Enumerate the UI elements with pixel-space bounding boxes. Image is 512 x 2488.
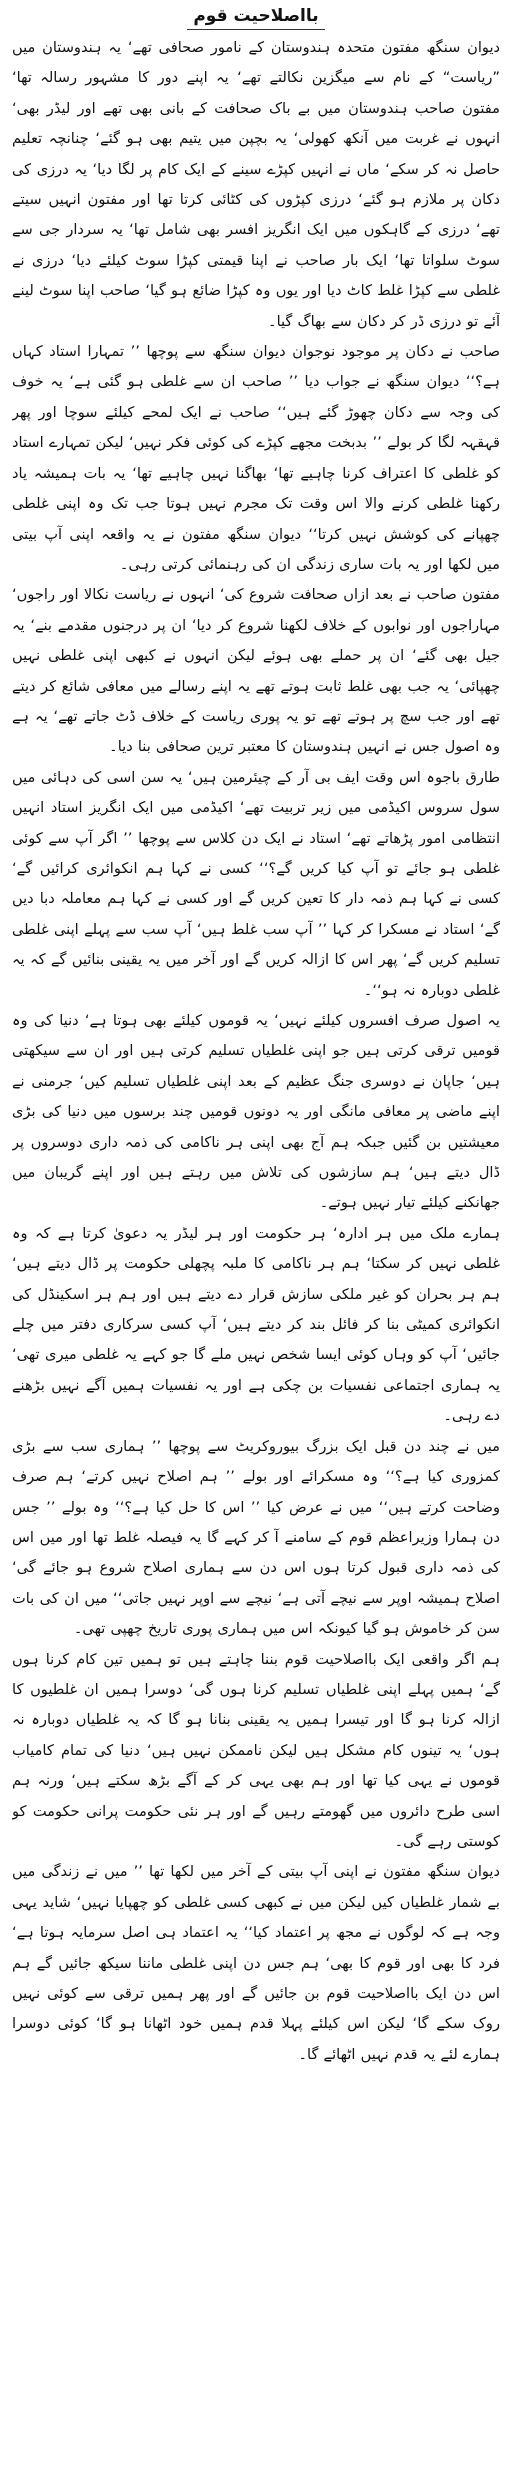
paragraph: مفتون صاحب نے بعد ازاں صحافت شروع کی‘ انہوں نے ریاست نکالا اور راجوں‘ مہاراجوں اور نوابوں کے خلاف لکھنا شروع کر دیا‘ ان پر درجنوں مقدمے بنے‘ یہ جیل بھی گئے‘ ان پر حملے بھی ہوئے لیکن انہوں نے کبھی اپنی غلطی نہیں چھپائی‘ یہ جب بھی غلط ثابت ہوتے تھے یہ اپنے رسالے میں معافی شائع کر دیتے تھے اور جب سچ پر ہوتے تھے تو یہ پوری ریاست کے خلاف ڈٹ جاتے تھے‘ یہ ہے وہ اصول جس نے انہیں ہندوستان کا معتبر ترین صحافی بنا دیا۔ [12,586,500,756]
paragraph: ہمارے ملک میں ہر ادارہ‘ ہر حکومت اور ہر لیڈر یہ دعویٰ کرتا ہے کہ وہ غلطی نہیں کر سکتا‘ ہم ہر ناکامی کا ملبہ پچھلی حکومت پر ڈال دیتے ہیں‘ ہم ہر بحران کو غیر ملکی سازش قرار دے دیتے ہیں اور ہم ہر اسکینڈل کی انکوائری کمیٹی بنا کر فائل بند کر دیتے ہیں‘ آپ کسی سرکاری دفتر میں چلے جائیں‘ آپ کو وہاں کوئی ایسا شخص نہیں ملے گا جو کہے یہ غلطی میری تھی‘ یہ ہماری اجتماعی نفسیات بن چکی ہے اور یہ نفسیات ہمیں آگے نہیں بڑھنے دے رہی۔ [12,1224,500,1425]
paragraph: دیوان سنگھ مفتون نے اپنی آپ بیتی کے آخر میں لکھا تھا ’’ میں نے زندگی میں بے شمار غلطیاں کیں لیکن میں نے کبھی کسی غلطی کو چھپایا نہیں‘ شاید یہی وجہ ہے کہ لوگوں نے مجھ پر اعتماد کیا‘‘ یہ اعتماد ہی اصل سرمایہ ہوتا ہے‘ فرد کا بھی اور قوم کا بھی‘ ہم جس دن اپنی غلطی ماننا سیکھ جائیں گے ہم اس دن ایک بااصلاحیت قوم بن جائیں گے اور پھر ہمیں ترقی سے کوئی نہیں روک سکے گا‘ لیکن اس کیلئے پہلا قدم ہمیں خود اٹھانا ہو گا‘ کوئی دوسرا ہمارے لئے یہ قدم نہیں اٹھائے گا۔ [12,1863,500,2063]
paragraph: یہ اصول صرف افسروں کیلئے نہیں‘ یہ قوموں کیلئے بھی ہوتا ہے‘ دنیا کی وہ قومیں ترقی کرتی ہیں جو اپنی غلطیاں تسلیم کرتی ہیں اور ان سے سیکھتی ہیں‘ جاپان نے دوسری جنگ عظیم کے بعد اپنی غلطیاں تسلیم کیں‘ جرمنی نے اپنے ماضی پر معافی مانگی اور یہ دونوں قومیں چند برسوں میں دنیا کی بڑی معیشتیں بن گئیں جبکہ ہم آج بھی اپنی ہر ناکامی کی ذمہ داری دوسروں پر ڈال دیتے ہیں‘ ہم سازشوں کی تلاش میں رہتے ہیں اور اپنے گریبان میں جھانکنے کیلئے تیار نہیں ہوتے۔ [12,1012,500,1212]
paragraph: صاحب نے دکان پر موجود نوجوان دیوان سنگھ سے پوچھا ’’ تمہارا استاد کہاں ہے؟‘‘ دیوان سنگھ نے جواب دیا ’’ صاحب ان سے غلطی ہو گئی ہے‘ یہ خوف کی وجہ سے دکان چھوڑ گئے ہیں‘‘ صاحب نے ایک لمحے کیلئے سوچا اور پھر قہقہہ لگا کر بولے ’’ بدبخت مجھے کپڑے کی کوئی فکر نہیں‘ لیکن تمہارے استاد کو غلطی کا اعتراف کرنا چاہیے تھا‘ بھاگنا نہیں چاہیے تھا‘ یہ بات ہمیشہ یاد رکھنا غلطی کرنے والا اس وقت تک مجرم نہیں ہوتا جب تک وہ اپنی غلطی چھپانے کی کوشش نہیں کرتا‘‘ دیوان سنگھ مفتون نے یہ واقعہ اپنی آپ بیتی میں لکھا اور یہ بات ساری زندگی ان کی رہنمائی کرتی رہی۔ [12,343,500,573]
article-body [12,33,500,2473]
article-title: بااصلاحیت قوم [187,4,324,30]
paragraph: میں نے چند دن قبل ایک بزرگ بیوروکریٹ سے پوچھا ’’ ہماری سب سے بڑی کمزوری کیا ہے؟‘‘ وہ مسکرائے اور بولے ’’ ہم اصلاح نہیں کرتے‘ ہم صرف وضاحت کرتے ہیں‘‘ میں نے عرض کیا ’’ اس کا حل کیا ہے؟‘‘ وہ بولے ’’ جس دن ہمارا وزیراعظم قوم کے سامنے آ کر کہے گا یہ فیصلہ غلط تھا اور میں اس کی ذمہ داری قبول کرتا ہوں اس دن سے ہماری اصلاح شروع ہو جائے گی‘ اصلاح ہمیشہ اوپر سے نیچے آتی ہے‘ نیچے سے اوپر نہیں جاتی‘‘ میں ان کی بات سن کر خاموش ہو گیا کیونکہ اس میں ہماری پوری تاریخ چھپی تھی۔ [12,1437,500,1638]
paragraph: طارق باجوہ اس وقت ایف بی آر کے چیئرمین ہیں‘ یہ سن اسی کی دہائی میں سول سروس اکیڈمی میں زیر تربیت تھے‘ اکیڈمی میں ایک انگریز استاد انہیں انتظامی امور پڑھاتے تھے‘ استاد نے ایک دن کلاس سے پوچھا ’’ اگر آپ سے کوئی غلطی ہو جائے تو آپ کیا کریں گے؟‘‘ کسی نے کہا ہم انکوائری کرائیں گے‘ کسی نے کہا ہم ذمہ دار کا تعین کریں گے اور کسی نے کہا ہم معاملہ دبا دیں گے‘ استاد نے مسکرا کر کہا ’’ آپ سب غلط ہیں‘ آپ سب سے پہلے اپنی غلطی تسلیم کریں گے‘ پھر اس کا ازالہ کریں گے اور آخر میں یہ یقینی بنائیں گے کہ یہ غلطی دوبارہ نہ ہو‘‘۔ [12,768,500,999]
paragraph: دیوان سنگھ مفتون متحدہ ہندوستان کے نامور صحافی تھے‘ یہ ہندوستان میں ”ریاست“ کے نام سے میگزین نکالتے تھے‘ یہ اپنے دور کا مشہور رسالہ تھا‘ مفتون صاحب ہندوستان میں بے باک صحافت کے بانی بھی تھے اور لیڈر بھی‘ انہوں نے غربت میں آنکھ کھولی‘ یہ بچپن میں یتیم بھی ہو گئے‘ چنانچہ تعلیم حاصل نہ کر سکے‘ ماں نے انہیں کپڑے سینے کے ایک کام پر لگا دیا‘ یہ درزی کی دکان پر ملازم ہو گئے‘ درزی کپڑوں کی کٹائی کرتا تھا اور مفتون انہیں سیتے تھے‘ درزی کے گاہکوں میں ایک انگریز افسر بھی شامل تھا‘ یہ سردار جی سے سوٹ سلواتا تھا‘ ایک بار صاحب نے اپنا قیمتی کپڑا سوٹ کیلئے دیا‘ درزی نے غلطی سے کپڑا غلط کاٹ دیا اور یوں وہ کپڑا ضائع ہو گیا‘ صاحب اپنا سوٹ لینے آئے تو درزی ڈر کر دکان سے بھاگ گیا۔ [12,39,500,330]
title-wrap [12,4,500,30]
paragraph: ہم اگر واقعی ایک بااصلاحیت قوم بننا چاہتے ہیں تو ہمیں تین کام کرنا ہوں گے‘ ہمیں پہلے اپنی غلطیاں تسلیم کرنا ہوں گی‘ دوسرا ہمیں ان غلطیوں کا ازالہ کرنا ہو گا اور تیسرا ہمیں یہ یقینی بنانا ہو گا کہ یہ غلطیاں دوبارہ نہ ہوں‘ یہ تینوں کام مشکل ہیں لیکن ناممکن نہیں ہیں‘ دنیا کی تمام کامیاب قوموں نے یہی کیا تھا اور ہم بھی یہی کر کے آگے بڑھ سکتے ہیں‘ ورنہ ہم اسی طرح دائروں میں گھومتے رہیں گے اور ہر نئی حکومت پرانی حکومت کو کوستی رہے گی۔ [12,1650,500,1850]
